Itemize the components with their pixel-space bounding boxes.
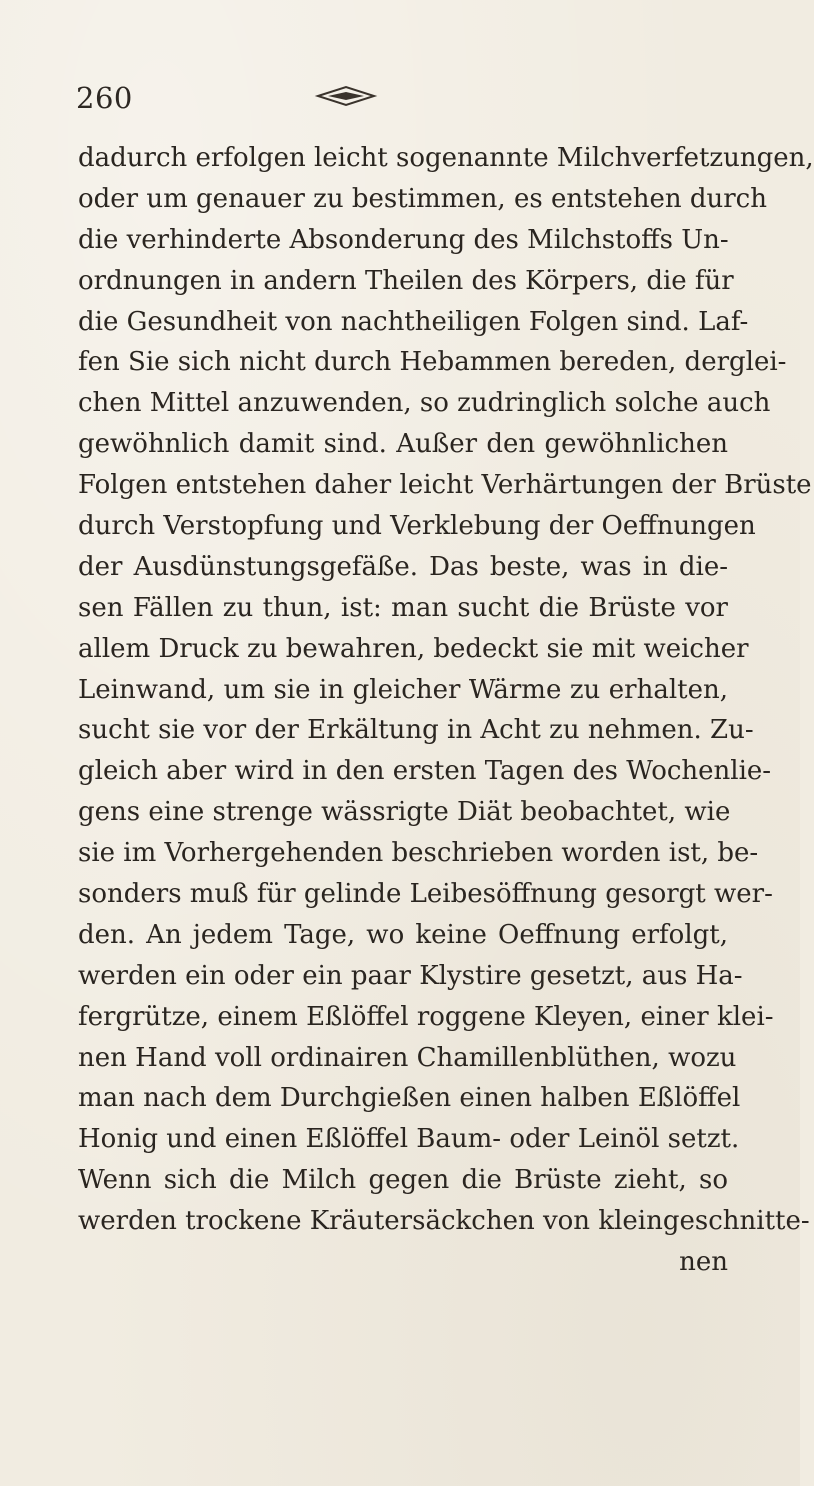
text-line: dadurch erfolgen leicht sogenannte Milchverfetzungen, [78,143,814,173]
text-line: sucht sie vor der Erkältung in Acht zu nehmen. Zu- [78,715,754,746]
text-line: Wenn sich die Milch gegen die Brüste zieht, so [78,1165,728,1196]
text-line: sie im Vorhergehenden beschrieben worden ist, be- [78,838,759,869]
text-line: Folgen entstehen daher leicht Verhärtungen der Brüste [78,470,812,501]
text-line: gleich aber wird in den ersten Tagen des Wochenlie- [78,756,772,787]
text-line: durch Verstopfung und Verklebung der Oeffnungen [78,511,756,542]
text-line: werden trockene Kräutersäckchen von kleingeschnitte- [78,1206,810,1237]
text-line: fergrütze, einem Eßlöffel roggene Kleyen, einer klei- [78,1001,774,1032]
text-line: Leinwand, um sie in gleicher Wärme zu erhalten, [78,674,728,705]
text-line: sonders muß für gelinde Leibesöffnung gesorgt wer- [78,879,773,910]
text-line: Honig und einen Eßlöffel Baum- oder Leinöl setzt. [78,1124,740,1155]
diamond-ornament-icon [316,84,376,108]
body-text [78,138,814,1283]
text-line: den. An jedem Tage, wo keine Oeffnung erfolgt, [78,919,728,950]
text-line: gens eine strenge wässrigte Diät beobachtet, wie [78,797,731,828]
text-line: gewöhnlich damit sind. Außer den gewöhnlichen [78,429,728,460]
text-line: chen Mittel anzuwenden, so zudringlich solche auch [78,388,771,419]
text-line: nen Hand voll ordinairen Chamillenblüthen, wozu [78,1042,737,1073]
catchword: nen [679,1247,728,1278]
text-line: sen Fällen zu thun, ist: man sucht die Brüste vor [78,592,728,623]
text-line: man nach dem Durchgießen einen halben Eßlöffel [78,1083,741,1114]
text-line: die Gesundheit von nachtheiligen Folgen sind. Laf- [78,306,749,337]
text-line: fen Sie sich nicht durch Hebammen bereden, derglei- [78,347,787,378]
text-line: der Ausdünstungsgefäße. Das beste, was in die- [78,551,728,582]
text-line: allem Druck zu bewahren, bedeckt sie mit weicher [78,633,749,664]
text-line: werden ein oder ein paar Klystire gesetzt, aus Ha- [78,960,743,991]
text-line: ordnungen in andern Theilen des Körpers, die für [78,265,734,296]
page-number: 260 [76,81,133,115]
text-line: die verhinderte Absonderung des Milchstoffs Un- [78,224,729,255]
page-header [76,78,728,118]
text-line: oder um genauer zu bestimmen, es entstehen durch [78,183,767,214]
